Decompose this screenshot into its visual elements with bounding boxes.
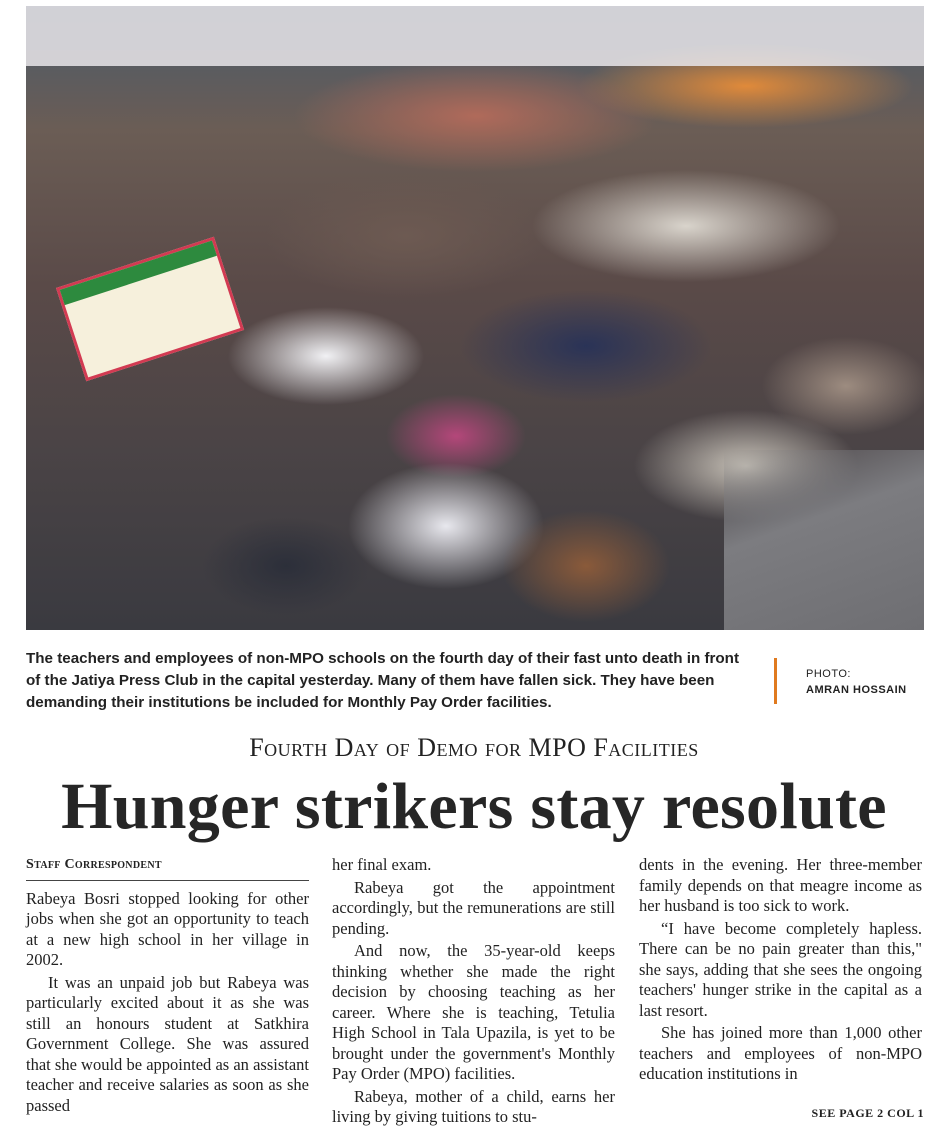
article-kicker: Fourth Day of Demo for MPO Facilities [249,733,699,762]
photo-caption: The teachers and employees of non-MPO schools on the fourth day of their fast unto death in front of the Jatiya Press Club in the capital yesterday. Many of them have fallen sick. They have been demanding their institutions be included for Monthly Pay Order facilities. [26,650,740,711]
article-column-2 [332,855,615,1128]
road-surface [724,450,924,630]
background-banners [26,6,924,66]
photo-credit [806,666,907,698]
article-paragraph: her final exam. [332,855,432,874]
article-paragraph: She has joined more than 1,000 other teachers and employees of non-MPO education institutions in [639,1023,922,1083]
article-paragraph: Rabeya got the appointment accordingly, but the remunerations are still pending. [332,877,615,938]
continuation-link[interactable]: SEE PAGE 2 COL 1 [811,1106,924,1120]
article-paragraph: dents in the evening. Her three-member family depends on that meagre income as her husband is too sick to work. [639,855,922,915]
article-column-1 [26,855,309,1116]
credit-name: AMRAN HOSSAIN [806,684,907,696]
placard-strip [60,240,217,305]
article-paragraph: “I have become completely hapless. There can be no pain greater than this," she says, adding that she sees the ongoing teachers' hunger strike in the capital as a last resort. [639,918,922,1020]
credit-divider [774,658,777,704]
news-photo [26,6,924,630]
protest-placard [56,237,244,382]
credit-label: PHOTO: [806,668,851,680]
article-headline: Hunger strikers stay resolute [61,770,887,843]
article-paragraph: Rabeya, mother of a child, earns her living by giving tuitions to stu- [332,1086,615,1126]
article-paragraph: It was an unpaid job but Rabeya was particularly excited about it as she was still an honours student at Satkhira Government College. She was assured that she would be appointed as an assistant teacher and receive salaries as soon as she passed [26,972,309,1115]
byline: Staff Correspondent [26,855,309,881]
article-paragraph: Rabeya Bosri stopped looking for other jobs when she got an opportunity to teach at a new high school in her village in 2002. [26,888,309,969]
article-paragraph: And now, the 35-year-old keeps thinking whether she made the right decision by choosing teaching as her career. Where she is teaching, Tetulia High School in Tala Upazila, is yet to be brought under the government's Monthly Pay Order (MPO) facilities. [332,941,615,1083]
article-column-3 [639,855,922,1085]
